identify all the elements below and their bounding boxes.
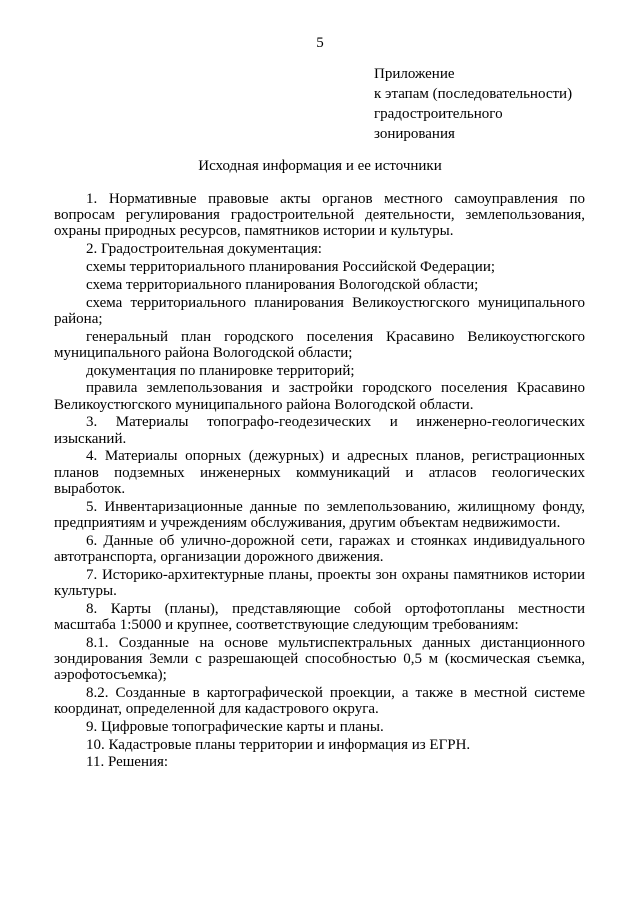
attachment-line: градостроительного bbox=[374, 106, 503, 122]
paragraph-2-item: генеральный план городского поселения Красавино Великоустюгского муниципального района Вологодской области; bbox=[54, 328, 585, 361]
paragraph-5: 5. Инвентаризационные данные по землепользованию, жилищному фонду, предприятиям и учреждениям обслуживания, другим объектам недвижимости. bbox=[54, 498, 585, 531]
attachment-line: Приложение bbox=[374, 66, 455, 82]
paragraph-1: 1. Нормативные правовые акты органов местного самоуправления по вопросам регулирования градостроительной деятельности, землепользования, охраны природных ресурсов, памятников истории и культуры. bbox=[54, 191, 585, 240]
attachment-line: к этапам (последовательности) bbox=[374, 86, 573, 102]
paragraph-8-2: 8.2. Созданные в картографической проекции, а также в местной системе координат, определенной для кадастрового округа. bbox=[54, 684, 585, 717]
paragraph-9: 9. Цифровые топографические карты и планы. bbox=[86, 718, 384, 735]
attachment-line: зонирования bbox=[374, 126, 455, 142]
paragraph-2-item: правила землепользования и застройки городского поселения Красавино Великоустюгского муниципального района Вологодской области. bbox=[54, 380, 585, 413]
paragraph-2: 2. Градостроительная документация: bbox=[86, 241, 322, 258]
paragraph-8: 8. Карты (планы), представляющие собой ортофотопланы местности масштаба 1:5000 и крупнее, соответствующие следующим требованиям: bbox=[54, 600, 585, 633]
paragraph-6: 6. Данные об улично-дорожной сети, гаражах и стоянках индивидуального автотранспорта, организации дорожного движения. bbox=[54, 532, 585, 565]
paragraph-2-item: схемы территориального планирования Российской Федерации; bbox=[86, 259, 496, 275]
document-body bbox=[54, 191, 585, 772]
paragraph-10: 10. Кадастровые планы территории и информация из ЕГРН. bbox=[86, 736, 471, 753]
paragraph-11: 11. Решения: bbox=[86, 754, 169, 771]
document-title: Исходная информация и ее источники bbox=[198, 158, 442, 174]
paragraph-8-1: 8.1. Созданные на основе мультиспектральных данных дистанционного зондирования Земли с разрешающей способностью 0,5 м (космическая съемка, аэрофотосъемка); bbox=[54, 634, 585, 683]
paragraph-2-item: документация по планировке территорий; bbox=[86, 362, 355, 379]
paragraph-7: 7. Историко-архитектурные планы, проекты зон охраны памятников истории культуры. bbox=[54, 566, 585, 599]
paragraph-4: 4. Материалы опорных (дежурных) и адресных планов, регистрационных планов подземных инженерных коммуникаций и атласов геологических выработок. bbox=[54, 448, 585, 497]
page-number: 5 bbox=[316, 35, 324, 51]
paragraph-2-item: схема территориального планирования Великоустюгского муниципального района; bbox=[54, 294, 585, 327]
paragraph-2-item: схема территориального планирования Вологодской области; bbox=[86, 276, 479, 293]
attachment-note bbox=[374, 64, 604, 144]
paragraph-3: 3. Материалы топографо-геодезических и инженерно-геологических изысканий. bbox=[54, 414, 585, 447]
